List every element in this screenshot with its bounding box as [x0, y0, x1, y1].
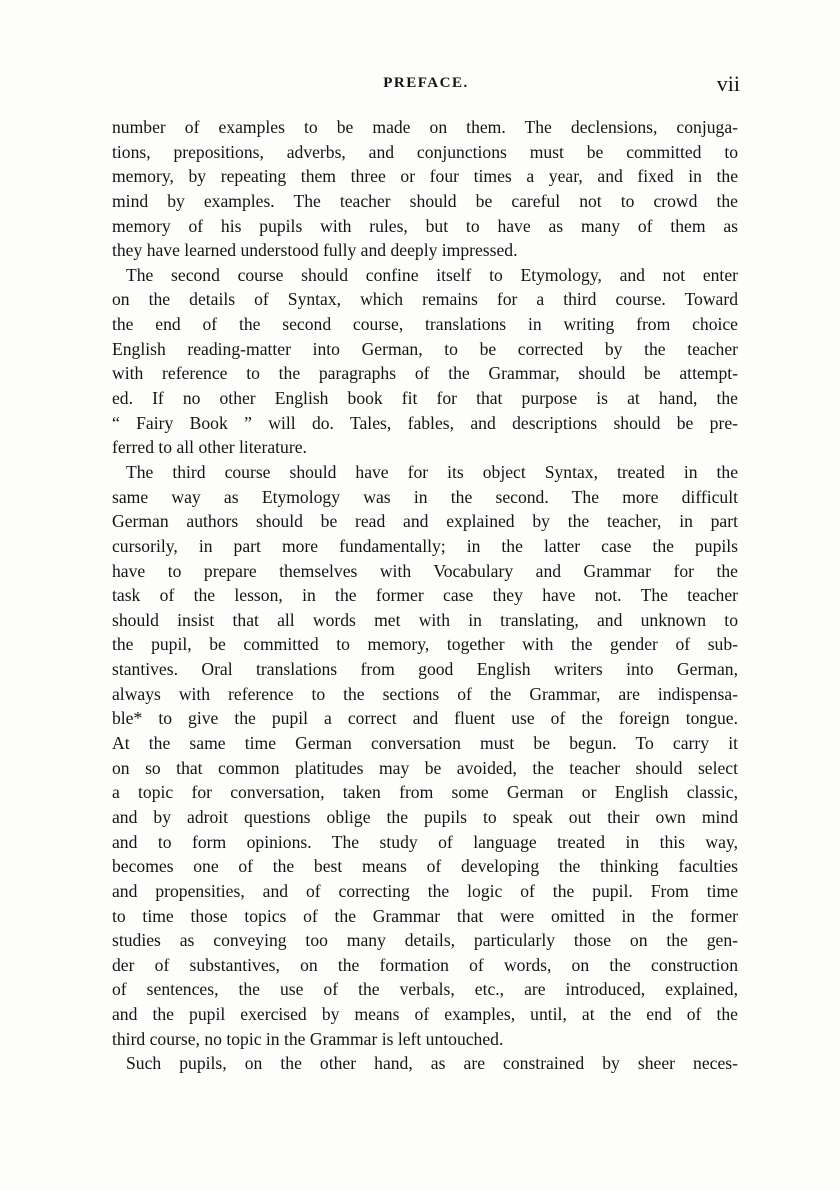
text-line: should insist that all words met with in translating, and unknown to	[112, 609, 738, 630]
text-line: a topic for conversation, taken from some German or English classic,	[112, 782, 738, 803]
text-line: and the pupil exercised by means of examples, until, at the end of the	[112, 1004, 738, 1025]
text-line: der of substantives, on the formation of words, on the construction	[112, 954, 738, 975]
text-line: the pupil, be committed to memory, together with the gender of sub-	[112, 634, 738, 655]
text-line: Such pupils, on the other hand, as are constrained by sheer neces-	[126, 1053, 738, 1074]
page-number: vii	[716, 71, 740, 96]
text-line: on so that common platitudes may be avoided, the teacher should select	[112, 757, 738, 778]
text-line: ferred to all other literature.	[112, 437, 307, 458]
text-line: the end of the second course, translations in writing from choice	[112, 314, 738, 335]
text-line: and to form opinions. The study of language treated in this way,	[112, 831, 738, 852]
text-line: becomes one of the best means of developing the thinking faculties	[112, 856, 738, 877]
text-line: on the details of Syntax, which remains for a third course. Toward	[112, 289, 738, 310]
text-line: memory, by repeating them three or four times a year, and fixed in the	[112, 166, 738, 187]
text-line: At the same time German conversation must be begun. To carry it	[112, 733, 738, 754]
text-line: tions, prepositions, adverbs, and conjunctions must be committed to	[112, 141, 738, 162]
text-line: ed. If no other English book fit for that purpose is at hand, the	[112, 388, 738, 409]
text-line: mind by examples. The teacher should be careful not to crowd the	[112, 190, 738, 211]
text-line: have to prepare themselves with Vocabulary and Grammar for the	[112, 560, 738, 581]
text-line: memory of his pupils with rules, but to have as many of them as	[112, 215, 738, 236]
text-line: stantives. Oral translations from good English writers into German,	[112, 659, 738, 680]
text-line: with reference to the paragraphs of the Grammar, should be attempt-	[112, 363, 738, 384]
body-text	[112, 115, 738, 1076]
running-head	[112, 73, 740, 101]
text-line: “ Fairy Book ” will do. Tales, fables, and descriptions should be pre-	[112, 412, 738, 433]
text-line: cursorily, in part more fundamentally; in the latter case the pupils	[112, 535, 738, 556]
text-line: and by adroit questions oblige the pupils to speak out their own mind	[112, 806, 738, 827]
text-line: ble* to give the pupil a correct and fluent use of the foreign tongue.	[112, 708, 738, 729]
text-line: German authors should be read and explained by the teacher, in part	[112, 511, 738, 532]
running-title: PREFACE.	[383, 75, 469, 91]
text-line: The third course should have for its object Syntax, treated in the	[126, 461, 738, 482]
text-line: always with reference to the sections of the Grammar, are indispensa-	[112, 683, 738, 704]
text-line: studies as conveying too many details, particularly those on the gen-	[112, 930, 738, 951]
text-line: English reading-matter into German, to be corrected by the teacher	[112, 338, 738, 359]
text-line: task of the lesson, in the former case they have not. The teacher	[112, 585, 738, 606]
text-line: same way as Etymology was in the second. The more difficult	[112, 486, 738, 507]
text-line: number of examples to be made on them. The declensions, conjuga-	[112, 117, 738, 137]
text-line: they have learned understood fully and deeply impressed.	[112, 240, 518, 261]
text-line: third course, no topic in the Grammar is left untouched.	[112, 1028, 504, 1049]
text-line: and propensities, and of correcting the logic of the pupil. From time	[112, 880, 738, 901]
text-line: The second course should confine itself to Etymology, and not enter	[126, 264, 738, 285]
text-line: of sentences, the use of the verbals, etc., are introduced, explained,	[112, 979, 738, 1000]
text-line: to time those topics of the Grammar that were omitted in the former	[112, 905, 738, 926]
